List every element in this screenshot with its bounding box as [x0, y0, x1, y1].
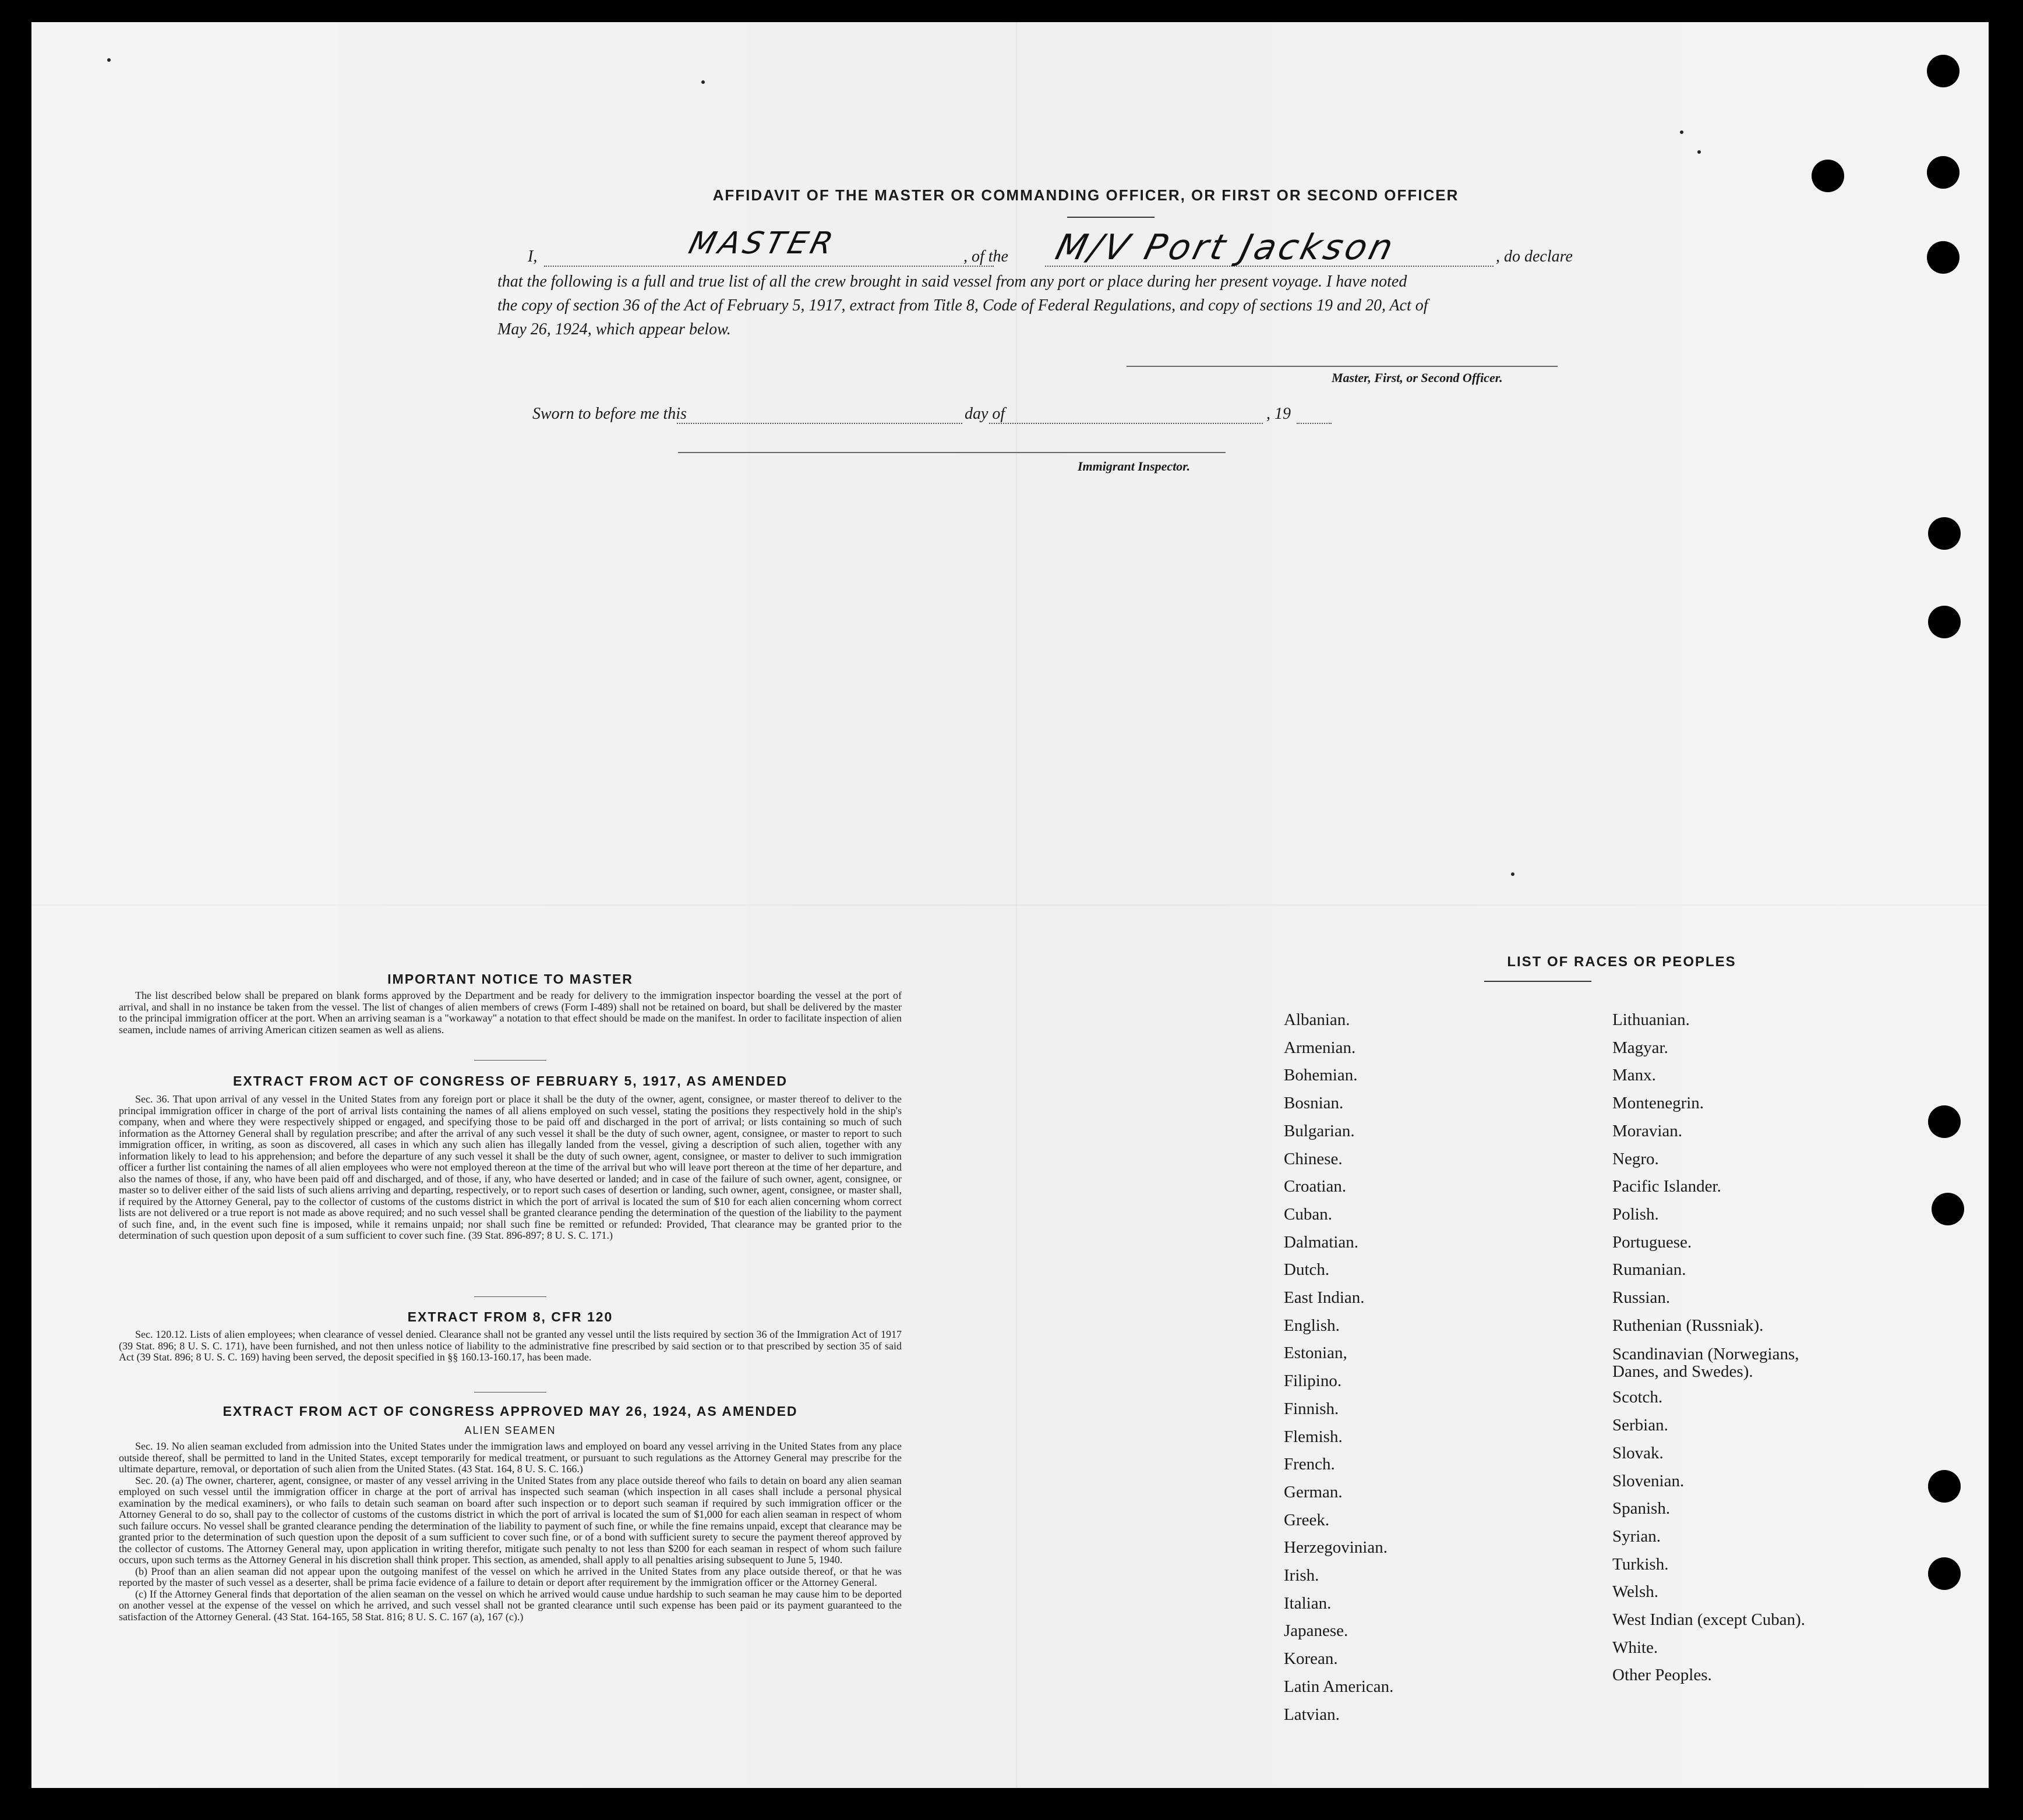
race-item: Korean.	[1284, 1649, 1338, 1669]
sworn-day-of: day of	[965, 405, 1005, 423]
race-item: Finnish.	[1284, 1399, 1339, 1418]
race-item: Rumanian.	[1612, 1260, 1686, 1280]
race-item: Bosnian.	[1284, 1094, 1344, 1113]
race-item: Syrian.	[1612, 1526, 1661, 1546]
punch-hole	[1932, 1193, 1964, 1225]
race-item: Italian.	[1284, 1593, 1332, 1613]
race-item: Ruthenian (Russniak).	[1612, 1316, 1764, 1335]
extract-1924-sec20b: (b) Proof than an alien seaman did not appear upon the outgoing manifest of the vessel on which he arrived in the United States from any place outside thereof, or that he was reported by the master of such vessel as a deserter, shall be prima facie evidence of a failure to detain or deport after requirement by the immigration officer or the Attorney General.	[119, 1565, 902, 1588]
speck	[701, 80, 705, 84]
extract-1924-title: EXTRACT FROM ACT OF CONGRESS APPROVED MAY 26, 1924, AS AMENDED	[223, 1404, 798, 1419]
signature-label: Master, First, or Second Officer.	[1332, 370, 1503, 385]
extract-1924-sec19: Sec. 19. No alien seaman excluded from admission into the United States under the immigration laws and employed on board any vessel arriving in the United States from any place outside thereof, shall be permitted to land in the United States, except temporarily for medical treatment, or pursuant to such regulations as the Attorney General may prescribe for the ultimate departure, removal, or deportation of such alien from the United States. (43 Stat. 164, 8 U. S. C. 166.)	[119, 1440, 902, 1475]
speck	[1697, 150, 1701, 154]
punch-hole	[1927, 241, 1960, 274]
race-item: Portuguese.	[1612, 1232, 1692, 1252]
race-item: East Indian.	[1284, 1288, 1365, 1307]
race-item: Latin American.	[1284, 1677, 1394, 1696]
race-item: Bulgarian.	[1284, 1121, 1355, 1140]
race-item: French.	[1284, 1455, 1335, 1474]
race-item: Scandinavian (Norwegians, Danes, and Swedes).	[1612, 1345, 1799, 1381]
punch-hole	[1928, 1105, 1961, 1138]
sworn-month-field[interactable]	[989, 423, 1263, 424]
notice-body	[119, 990, 902, 1036]
affidavit-do-declare: , do declare	[1496, 248, 1573, 266]
race-item: Polish.	[1612, 1204, 1659, 1224]
race-item: German.	[1284, 1482, 1343, 1501]
extract-1924-subtitle: ALIEN SEAMEN	[464, 1425, 556, 1436]
extract-1917-paragraph: Sec. 36. That upon arrival of any vessel in the United States from any foreign port or place it shall be the duty of the owner, agent, consignee, or master thereof to deliver to the principal immigration officer in charge of the port of arrival lists containing the names of all aliens employed on such vessel, stating the positions they respectively hold in the ship's company, when and where they were respectively shipped or engaged, and specifying those to be paid off and discharged in the port of arrival; or lists containing so much of such information as the Attorney General shall by regulation prescribe; and after the arrival of any such vessel it shall be the duty of such owner, agent, consignee, or master to report to such immigration officer, in writing, as soon as discovered, all cases in which any such alien has illegally landed from the vessel, giving a description of such alien, together with any information likely to lead to his apprehension; and before the departure of any such vessel it shall be the duty of such owner, agent, consignee, or master to deliver to such immigration officer a further list containing the names of all alien employees who were not employed thereon at the time of the arrival but who will leave port thereon at the time of her departure, and also the names of those, if any, who have been paid off and discharged, and of those, if any, who have deserted or landed; and in case of the failure of such owner, agent, consignee, or master so to deliver either of the said lists of such aliens arriving and departing, respectively, or to report such cases of desertion or landing, such owner, agent, consignee, or master shall, if required by the Attorney General, pay to the collector of customs of the customs district in which the port of arrival is located the sum of $10 for each alien concerning whom correct lists are not delivered or a true report is not made as above required; and no such vessel shall be granted clearance pending the determination of the question of the liability to the payment of such fine, and, in the event such fine is imposed, while it remains unpaid; nor shall such fine be remitted or refunded: Provided, That clearance may be granted prior to the determination of such question upon deposit of a sum sufficient to cover such fine. (39 Stat. 896-897; 8 U. S. C. 171.)	[119, 1093, 902, 1241]
race-item: West Indian (except Cuban).	[1612, 1610, 1806, 1630]
race-item: English.	[1284, 1316, 1340, 1335]
race-item: Spanish.	[1612, 1499, 1671, 1518]
inspector-label: Immigrant Inspector.	[1078, 459, 1191, 473]
affidavit-line-3: the copy of section 36 of the Act of February 5, 1917, extract from Title 8, Code of Federal Regulations, and copy of sections 19 and 20, Act of	[497, 296, 1428, 314]
notice-paragraph: The list described below shall be prepared on blank forms approved by the Department and be ready for delivery to the immigration inspector boarding the vessel at the port of arrival, and shall in no instance be taken from the vessel. The list of changes of alien members of crews (Form I-489) shall not be retained on board, but shall be delivered by the master to the principal immigration officer at the port. When an arriving seaman is a "workaway" a notation to that effect should be made on the manifest. In order to facilitate inspection of alien seamen, include names of arriving American citizen seamen as well as aliens.	[119, 989, 902, 1036]
sworn-year-field[interactable]	[1297, 423, 1332, 424]
punch-hole	[1928, 606, 1961, 638]
extract-cfr-paragraph: Sec. 120.12. Lists of alien employees; when clearance of vessel denied. Clearance shall not be granted any vessel until the lists required by section 36 of the Immigration Act of 1917 (39 Stat. 896; 8 U. S. C. 171), have been furnished, and not then unless notice of liability to the administrative fine prescribed by said section or to that prescribed by section 35 of said Act (39 Stat. 896; 8 U. S. C. 169) having been served, the deposit specified in §§ 160.13-160.17, has been made.	[119, 1328, 902, 1363]
affidavit-title: AFFIDAVIT OF THE MASTER OR COMMANDING OFFICER, OR FIRST OR SECOND OFFICER	[712, 186, 1459, 204]
race-item: Greek.	[1284, 1510, 1330, 1529]
punch-hole	[1928, 1557, 1961, 1590]
sworn-text: Sworn to before me this	[532, 405, 687, 423]
race-item: Slovak.	[1612, 1443, 1664, 1462]
race-item: Chinese.	[1284, 1149, 1343, 1168]
race-item: Magyar.	[1612, 1038, 1668, 1057]
race-item: Welsh.	[1612, 1582, 1659, 1602]
sworn-day-field[interactable]	[677, 423, 962, 424]
race-item: Russian.	[1612, 1288, 1671, 1307]
punch-hole	[1927, 156, 1960, 189]
notice-title: IMPORTANT NOTICE TO MASTER	[387, 971, 633, 987]
race-item: Armenian.	[1284, 1038, 1356, 1057]
document-sheet	[31, 22, 1989, 1788]
race-item: Estonian,	[1284, 1344, 1347, 1363]
race-item: Dutch.	[1284, 1260, 1330, 1280]
inspector-signature-line[interactable]	[678, 452, 1226, 453]
vessel-handwritten-value: M/V Port Jackson	[1051, 227, 1400, 268]
affidavit-line-4: May 26, 1924, which appear below.	[497, 320, 731, 338]
races-right-column	[1612, 1006, 1805, 1690]
extract-1924-body	[119, 1441, 902, 1623]
extract-cfr-title: EXTRACT FROM 8, CFR 120	[407, 1309, 613, 1324]
race-item: Montenegrin.	[1612, 1094, 1704, 1113]
race-item: Cuban.	[1284, 1204, 1332, 1224]
race-item: Turkish.	[1612, 1554, 1669, 1574]
race-item: Serbian.	[1612, 1416, 1668, 1435]
extract-1917-title: EXTRACT FROM ACT OF CONGRESS OF FEBRUARY 5, 1917, AS AMENDED	[233, 1073, 788, 1089]
race-item: Japanese.	[1284, 1621, 1348, 1641]
race-item: Herzegovinian.	[1284, 1538, 1387, 1557]
extract-1917-body	[119, 1094, 902, 1242]
race-item: Latvian.	[1284, 1705, 1340, 1724]
punch-hole	[1928, 1470, 1961, 1503]
race-item: Croatian.	[1284, 1177, 1347, 1196]
officer-name-field[interactable]	[544, 266, 994, 267]
extract-cfr-body	[119, 1329, 902, 1363]
races-title: LIST OF RACES OR PEOPLES	[1507, 954, 1736, 970]
race-item: Scotch.	[1612, 1388, 1663, 1407]
affidavit-of-the: , of the	[963, 248, 1008, 266]
race-item: Bohemian.	[1284, 1066, 1358, 1085]
affidavit-i: I,	[528, 248, 538, 266]
officer-handwritten-value: MASTER	[685, 226, 840, 261]
race-item: Dalmatian.	[1284, 1232, 1359, 1252]
races-left-column	[1284, 1006, 1393, 1729]
race-item: Negro.	[1612, 1149, 1659, 1168]
speck	[1511, 872, 1514, 876]
race-item: White.	[1612, 1638, 1658, 1657]
punch-hole	[1812, 160, 1844, 192]
race-item: Slovenian.	[1612, 1471, 1685, 1490]
races-title-rule	[1484, 981, 1591, 982]
sworn-year: , 19	[1266, 405, 1291, 423]
race-item: Pacific Islander.	[1612, 1177, 1721, 1196]
punch-hole	[1927, 55, 1960, 87]
punch-hole	[1928, 517, 1961, 550]
extract-1924-sec20c: (c) If the Attorney General finds that deportation of the alien seaman on the vessel on which he arrived would cause undue hardship to such seaman he may cause him to be deported on another vessel at the expense of the vessel on which he arrived, and such vessel shall not be granted clearance until such expense has been paid or its payment guaranteed to the satisfaction of the Attorney General. (43 Stat. 164-165, 58 Stat. 816; 8 U. S. C. 167 (a), 167 (c).)	[119, 1588, 902, 1623]
affidavit-title-rule	[1067, 217, 1155, 218]
speck	[1680, 130, 1683, 134]
signature-line[interactable]	[1127, 366, 1558, 367]
notice-rule	[474, 1060, 546, 1061]
race-item: Lithuanian.	[1612, 1010, 1690, 1029]
race-item: Manx.	[1612, 1066, 1656, 1085]
extract-1924-sec20a: Sec. 20. (a) The owner, charterer, agent, consignee, or master of any vessel arriving in the United States from any place outside thereof who fails to detain on board any alien seaman employed on such vessel until the immigration officer in charge at the port of arrival has inspected such seaman (which inspection in all cases shall include a personal physical examination by the medical examiners), or who fails to detain such seaman on board after such inspection or to deport such seaman if required by such immigration officer or the Attorney General to do so, shall pay to the collector of customs of the customs district in which the port of arrival is located the sum of $1,000 for each alien seaman in respect of whom such failure occurs. No vessel shall be granted clearance pending the determination of the liability to payment of such fine, or while the fine remains unpaid, except that clearance may be granted prior to the determination of such question upon the deposit of a sum sufficient to cover such fine, or of a bond with sufficient surety to secure the payment thereof approved by the collector of customs. The Attorney General may, upon application in writing therefor, mitigate such penalty to not less than $200 for each seaman in respect of whom such failure occurs, upon such terms as the Attorney General in his discretion shall think proper. This section, as amended, shall apply to all penalties arising subsequent to June 5, 1940.	[119, 1474, 902, 1565]
affidavit-line-2: that the following is a full and true list of all the crew brought in said vessel from any port or place during her present voyage. I have noted	[497, 273, 1407, 291]
race-item: Moravian.	[1612, 1121, 1682, 1140]
extract-cfr-rule	[474, 1392, 546, 1393]
race-item: Other Peoples.	[1612, 1666, 1712, 1685]
race-item: Flemish.	[1284, 1427, 1343, 1446]
race-item: Filipino.	[1284, 1372, 1342, 1391]
race-item: Irish.	[1284, 1566, 1319, 1585]
race-item: Albanian.	[1284, 1010, 1350, 1029]
fold-crease-horizontal	[31, 904, 1989, 906]
extract-1917-rule	[474, 1296, 546, 1297]
speck	[107, 58, 111, 62]
